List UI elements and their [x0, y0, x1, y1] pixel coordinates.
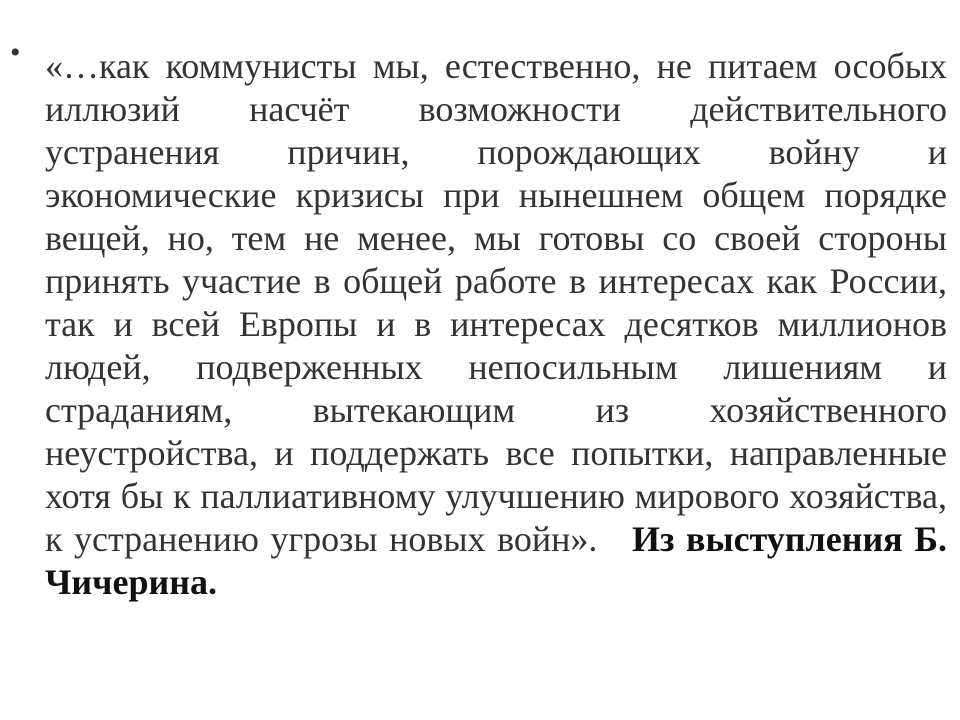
quote-source: Из выступления Б. Чичерина.	[45, 519, 948, 602]
bullet-marker: •	[10, 36, 21, 69]
quote-paragraph	[45, 45, 947, 604]
quote-text: «…как коммунисты мы, естественно, не питаем особых иллюзий насчёт возможности действительного устранения причин, порождающих войну и экономические кризисы при нынешнем общем порядке вещей, но, тем не менее, мы готовы со своей стороны принять участие в общей работе в интересах как России, так и всей Европы и в интересах десятков миллионов людей, подверженных непосильным лишениям и страданиям, вытекающим из хозяйственного неустройства, и поддержать все попытки, направленные хотя бы к паллиативному улучшению мирового хозяйства, к устранению угрозы новых войн».	[45, 46, 947, 559]
